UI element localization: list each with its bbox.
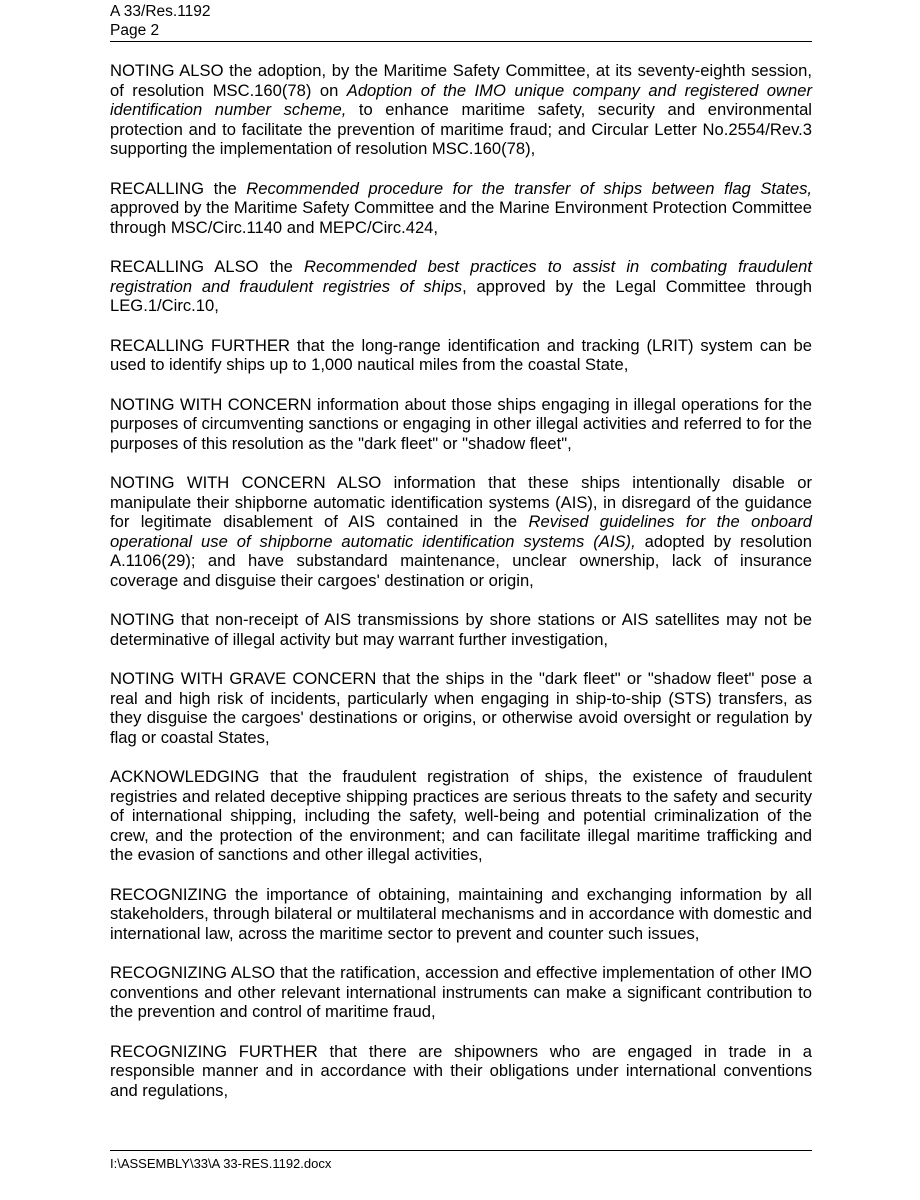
page-number: Page 2 [110,22,160,39]
italic-title: Adoption of the IMO unique company and registered owner identification number scheme, [110,80,813,119]
paragraph-recognizing-further: RECOGNIZING FURTHER that there are shipowners who are engaged in trade in a responsible manner and in accordance with their obligations under international conventions and regulations, [110,1041,812,1100]
file-path: I:\ASSEMBLY\33\A 33-RES.1192.docx [110,1156,332,1171]
italic-title: Revised guidelines for the onboard operational use of shipborne automatic identification systems (AIS), [110,512,812,551]
paragraph-noting: NOTING that non-receipt of AIS transmissions by shore stations or AIS satellites may not be determinative of illegal activity but may warrant further investigation, [110,610,812,649]
paragraph-noting-with-concern: NOTING WITH CONCERN information about those ships engaging in illegal operations for the purposes of circumventing sanctions or engaging in other illegal activities and referred to for the purposes of this resolution as the "dark fleet" or "shadow fleet", [110,394,812,453]
paragraph-recalling-also: RECALLING ALSO the Recommended best practices to assist in combating fraudulent registration and fraudulent registries of ships, approved by the Legal Committee through LEG.1/Circ.10, [110,257,812,315]
page-header [110,2,812,42]
paragraph-recognizing-also: RECOGNIZING ALSO that the ratification, accession and effective implementation of other IMO conventions and other relevant international instruments can make a significant contribution to the prevention and control of maritime fraud, [110,963,812,1021]
document-body [110,61,812,1120]
italic-title: Recommended procedure for the transfer of ships between flag States, [246,178,812,198]
paragraph-noting-with-concern-also: NOTING WITH CONCERN ALSO information that these ships intentionally disable or manipulate their shipborne automatic identification systems (AIS), in disregard of the guidance for legitimate disablement of AIS contained in the Revised guidelines for the onboard operational use of shipborne automatic identification systems (AIS), adopted by resolution A.1106(29); and have substandard maintenance, unclear ownership, lack of insurance coverage and disguise their cargoes' destination or origin, [110,473,812,590]
paragraph-recognizing: RECOGNIZING the importance of obtaining, maintaining and exchanging information by all stakeholders, through bilateral or multilateral mechanisms and in accordance with domestic and international law, across the maritime sector to prevent and counter such issues, [110,884,812,943]
italic-title: Recommended best practices to assist in combating fraudulent registration and fraudulent registries of ships [110,257,812,296]
document-reference: A 33/Res.1192 [110,3,211,20]
paragraph-noting-also: NOTING ALSO the adoption, by the Maritime Safety Committee, at its seventy-eighth session, of resolution MSC.160(78) on Adoption of the IMO unique company and registered owner identification number scheme, to enhance maritime safety, security and environmental protection and to facilitate the prevention of maritime fraud; and Circular Letter No.2554/Rev.3 supporting the implementation of resolution MSC.160(78), [110,61,813,158]
paragraph-recalling-further: RECALLING FURTHER that the long-range identification and tracking (LRIT) system can be used to identify ships up to 1,000 nautical miles from the coastal State, [110,335,812,374]
paragraph-noting-with-grave-concern: NOTING WITH GRAVE CONCERN that the ships in the "dark fleet" or "shadow fleet" pose a real and high risk of incidents, particularly when engaging in ship-to-ship (STS) transfers, as they disguise the cargoes' destinations or origins, or otherwise avoid oversight or regulation by flag or coastal States, [110,669,812,747]
paragraph-recalling: RECALLING the Recommended procedure for the transfer of ships between flag States, approved by the Maritime Safety Committee and the Marine Environment Protection Committee through MSC/Circ.1140 and MEPC/Circ.424, [110,178,812,237]
paragraph-acknowledging: ACKNOWLEDGING that the fraudulent registration of ships, the existence of fraudulent registries and related deceptive shipping practices are serious threats to the safety and security of international shipping, including the safety, well-being and potential criminalization of the crew, and the protection of the environment; and can facilitate illegal maritime trafficking and the evasion of sanctions and other illegal activities, [110,767,812,864]
page-footer [110,1150,812,1172]
